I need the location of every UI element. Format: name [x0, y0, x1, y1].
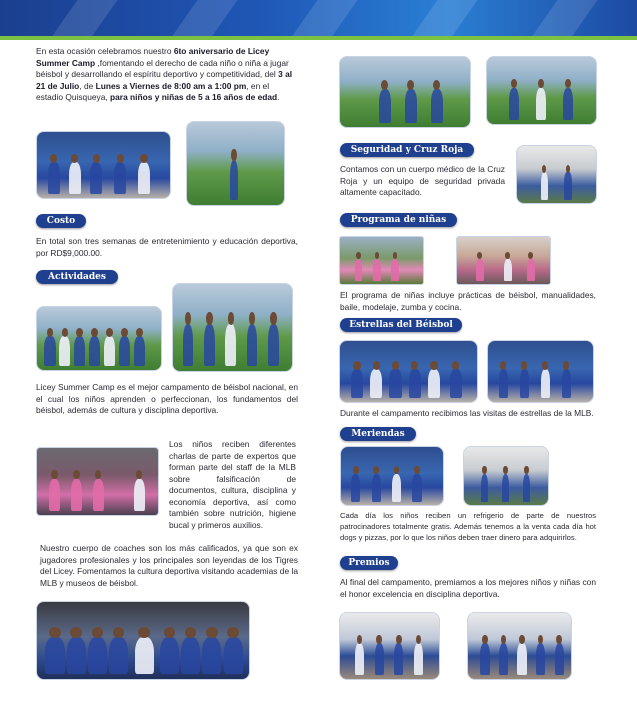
photo-snacks-group: [340, 446, 444, 506]
heading-meriendas: Meriendas: [340, 427, 416, 441]
photo-field-drills: [486, 56, 597, 125]
photo-red-cross: [516, 145, 597, 204]
seguridad-text: Contamos con un cuerpo médico de la Cruz Roja y un equipo de seguridad privada altamente capacitado.: [340, 164, 505, 197]
costo-text: En total son tres semanas de entretenimiento y educación deportiva, por RD$9,000.00.: [36, 236, 298, 258]
photo-girls-indoor: [456, 236, 551, 285]
photo-awards-ceremony: [339, 612, 440, 680]
coaches-text: Nuestro cuerpo de coaches son los más calificados, ya que son ex jugadores profesionales y los principales son leyendas de los Tigres del Licey. Fomentamos la cultura deportiva visitando academias de la MLB y museos de béisbol.: [40, 543, 298, 588]
heading-ninas: Programa de niñas: [340, 213, 457, 227]
photo-kids-group: [36, 131, 171, 199]
photo-mlb-star-visit: [339, 340, 478, 403]
estrellas-text: Durante el campamento recibimos las visitas de estrellas de la MLB.: [340, 408, 594, 418]
heading-premios: Premios: [340, 556, 398, 570]
photo-museum-group: [36, 601, 250, 680]
meriendas-text: Cada día los niños reciben un refrigerio de parte de nuestros patrocinadores totalmente gratis. Además tenemos a la venta cada día hot dogs y pizzas, por lo que los niños deben traer dinero para adquirirlos.: [340, 511, 596, 542]
top-banner: [0, 0, 637, 40]
intro-paragraph: En esta ocasión celebramos nuestro 6to aniversario de Licey Summer Camp ,fomentando el derecho de cada niño o niña a jugar béisbol y desarrollando el espíritu deportivo y competitividad, del 3 al 21 de Julio, de Lunes a Viernes de 8:00 am a 1:00 pm, en el estadio Quisqueya, para niños y niñas de 5 a 16 años de edad.: [36, 46, 293, 102]
ninas-text: El programa de niñas incluye prácticas de béisbol, manualidades, baile, modelaje, zumba y cocina.: [340, 290, 596, 312]
heading-estrellas: Estrellas del Béisbol: [340, 318, 462, 332]
photo-mlb-star-group: [487, 340, 594, 403]
actividades-text: Licey Summer Camp es el mejor campamento de béisbol nacional, en el cual los niños aprenden o perfeccionan, los fundamentos del béisbol, además de cultura y disciplina deportiva.: [36, 382, 298, 415]
photo-batter: [186, 121, 285, 206]
photo-coaches: [172, 283, 293, 372]
photo-classroom: [36, 447, 159, 516]
heading-actividades: Actividades: [36, 270, 118, 284]
charlas-text: Los niños reciben diferentes charlas de parte de expertos que forman parte del staff de la MLB sobre falsificación de documentos, cultura, disciplina y economía deportiva, así como también sobre nutrición, higiene bucal y primeros auxilios.: [169, 439, 296, 530]
photo-awards-winners: [467, 612, 572, 680]
heading-costo: Costo: [36, 214, 86, 228]
photo-team-lineup: [36, 306, 162, 371]
photo-snacks-kids: [463, 446, 549, 506]
premios-text: Al final del campamento, premiamos a los mejores niños y niñas con el honor excelencia en disciplina deportiva.: [340, 577, 596, 599]
photo-girls-field: [339, 236, 424, 285]
photo-field-practice: [339, 56, 471, 128]
heading-seguridad: Seguridad y Cruz Roja: [340, 143, 474, 157]
